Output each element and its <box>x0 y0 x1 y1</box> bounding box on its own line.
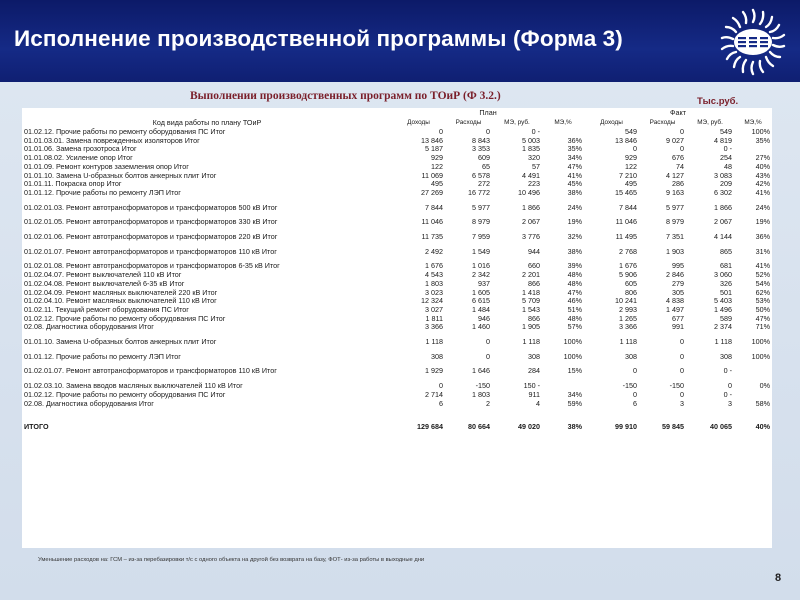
table-row <box>22 391 772 400</box>
plan-expense-cell: 3 353 <box>472 145 490 154</box>
plan-margin-pct-cell: 100% <box>563 352 583 361</box>
plan-income-cell: 7 844 <box>425 203 443 212</box>
plan-margin-cell: 911 <box>528 390 540 399</box>
fact-margin-cell: 3 083 <box>714 171 733 180</box>
plan-margin-cell: 10 496 <box>518 188 540 197</box>
table-row <box>22 172 772 181</box>
fact-expense-cell: 0 <box>680 338 685 347</box>
plan-expense-cell: 609 <box>478 154 490 163</box>
fact-income-cell: 2 993 <box>619 305 638 314</box>
plan-income-cell: 1 118 <box>425 338 443 347</box>
fact-margin-pct-cell: 47% <box>755 314 771 323</box>
plan-margin-pct-cell: 47% <box>567 288 583 297</box>
plan-margin-pct-cell: 34% <box>567 154 583 163</box>
plan-margin-pct-cell: 51% <box>567 305 583 314</box>
fact-income-cell: 549 <box>625 128 638 136</box>
fact-margin-cell: 865 <box>720 247 733 256</box>
plan-margin-pct-cell: 19% <box>567 218 583 227</box>
fact-expense-cell: 3 <box>680 399 685 408</box>
plan-expense-cell: 7 959 <box>472 233 490 242</box>
work-type-cell: 01.02.01.03. Ремонт автотрансформаторов и трансформаторов 500 кВ Итог <box>24 203 278 212</box>
company-logo-icon <box>716 6 790 78</box>
fact-margin-cell: 5 403 <box>714 297 733 306</box>
work-type-cell: 01.01.11. Покраска опор Итог <box>24 180 122 189</box>
plan-margin-pct-cell: 35% <box>567 145 583 154</box>
production-program-table <box>22 108 772 434</box>
table-row <box>22 315 772 324</box>
fact-margin-pct-cell: 58% <box>755 399 771 408</box>
fact-income-cell: 3 366 <box>619 323 638 332</box>
fact-margin-cell: 1 496 <box>714 305 733 314</box>
work-type-cell: 01.02.01.05. Ремонт автотрансформаторов и трансформаторов 330 кВ Итог <box>24 218 278 227</box>
plan-income-cell: 11 735 <box>421 233 443 242</box>
fact-margin-pct-cell: 100% <box>751 128 771 136</box>
plan-margin-cell: 1 866 <box>522 203 540 212</box>
fact-margin-cell: 0 <box>728 382 733 391</box>
work-type-cell: 01.01.08.02. Усиление опор Итог <box>24 154 133 163</box>
plan-margin-pct-cell: 45% <box>567 180 583 189</box>
fact-margin-pct-cell: 53% <box>755 297 771 306</box>
total-plan-income: 129 684 <box>417 422 443 432</box>
fact-expense-cell: 4 838 <box>666 297 685 306</box>
plan-income-cell: 1 929 <box>425 367 443 376</box>
plan-expense-cell: 937 <box>478 279 490 288</box>
fact-margin-pct-cell: 35% <box>755 136 771 145</box>
fact-margin-pct-cell <box>734 367 772 376</box>
table-row <box>22 297 772 306</box>
fact-margin-cell: 4 819 <box>714 136 733 145</box>
plan-income-cell: 1 811 <box>425 314 443 323</box>
fact-income-cell: 10 241 <box>615 297 638 306</box>
table-row <box>22 306 772 315</box>
fact-margin-cell: 0 - <box>723 390 733 399</box>
fact-expense-cell: 1 497 <box>666 305 685 314</box>
total-plan-margin: 49 020 <box>518 422 540 432</box>
fact-margin-cell: 209 <box>720 180 733 189</box>
plan-margin-pct-cell: 38% <box>567 188 583 197</box>
fact-expense-cell: 4 127 <box>666 171 685 180</box>
plan-expense-cell: 0 <box>486 352 490 361</box>
slide-title: Исполнение производственной программы (Форма 3) <box>14 26 623 51</box>
fact-margin-pct-cell: 0% <box>759 382 771 391</box>
work-type-cell: 01.02.12. Прочие работы по ремонту оборудования ПС Итог <box>24 314 226 323</box>
plan-margin-pct-cell: 48% <box>567 271 583 280</box>
plan-margin-pct-header: МЭ,% <box>554 119 572 126</box>
plan-margin-cell: 1 835 <box>522 145 540 154</box>
fact-margin-cell: 3 060 <box>714 271 733 280</box>
fact-margin-cell: 0 - <box>723 367 733 376</box>
plan-income-cell: 2 492 <box>425 247 443 256</box>
fact-margin-pct-cell <box>734 391 772 400</box>
plan-income-cell: 1 803 <box>425 279 443 288</box>
fact-margin-pct-cell <box>734 145 772 154</box>
fact-income-cell: 806 <box>625 288 638 297</box>
fact-margin-pct-cell: 100% <box>751 338 771 347</box>
plan-margin-pct-cell: 24% <box>567 203 583 212</box>
plan-margin-cell: 223 <box>528 180 540 189</box>
fact-income-header: Доходы <box>600 119 623 126</box>
fact-expense-cell: 286 <box>672 180 685 189</box>
fact-margin-cell: 6 302 <box>714 188 733 197</box>
plan-margin-cell: 5 709 <box>522 297 540 306</box>
fact-income-cell: 1 676 <box>619 262 638 271</box>
work-type-cell: 01.02.03.10. Замена вводов масляных выключателей 110 кВ Итог <box>24 382 243 391</box>
plan-income-cell: 308 <box>431 352 443 361</box>
fact-margin-pct-cell: 36% <box>755 233 771 242</box>
fact-income-cell: 5 906 <box>619 271 638 280</box>
work-type-cell: 01.02.12. Прочие работы по ремонту оборудования ПС Итог <box>24 390 226 399</box>
plan-margin-cell: 1 905 <box>522 323 540 332</box>
plan-margin-pct-cell: 41% <box>567 171 583 180</box>
total-fact-income: 99 910 <box>615 422 638 432</box>
fact-margin-pct-cell: 27% <box>755 154 771 163</box>
plan-margin-pct-cell: 46% <box>567 297 583 306</box>
fact-income-cell: 0 <box>633 390 638 399</box>
plan-income-cell: 11 046 <box>421 218 443 227</box>
fact-margin-pct-cell: 54% <box>755 279 771 288</box>
table-row <box>22 137 772 146</box>
fact-expense-cell: 305 <box>672 288 685 297</box>
plan-margin-pct-cell: 59% <box>567 399 583 408</box>
fact-margin-cell: 589 <box>720 314 733 323</box>
fact-income-cell: 929 <box>625 154 638 163</box>
plan-expense-cell: 1 646 <box>472 367 490 376</box>
fact-margin-cell: 0 - <box>723 145 733 154</box>
fact-expense-cell: 5 977 <box>666 203 685 212</box>
total-plan-margin-pct: 38% <box>567 422 583 432</box>
fact-income-cell: 6 <box>633 399 638 408</box>
plan-income-cell: 1 676 <box>425 262 443 271</box>
plan-margin-cell: 3 776 <box>522 233 540 242</box>
fact-expense-cell: 1 903 <box>666 247 685 256</box>
code-column-header: Код вида работы по плану ТОиР <box>152 118 262 127</box>
fact-expense-cell: 9 027 <box>666 136 685 145</box>
fact-expense-cell: 0 <box>680 145 685 154</box>
plan-income-cell: 4 543 <box>425 271 443 280</box>
plan-expense-header: Расходы <box>455 119 482 126</box>
plan-margin-cell: 866 <box>528 279 540 288</box>
fact-income-cell: 2 768 <box>619 247 638 256</box>
plan-margin-pct-cell: 39% <box>567 262 583 271</box>
plan-margin-cell: 57 <box>532 162 540 171</box>
plan-margin-cell: 5 003 <box>522 136 540 145</box>
fact-margin-pct-cell: 52% <box>755 271 771 280</box>
plan-expense-cell: 272 <box>478 180 490 189</box>
plan-margin-cell: 866 <box>528 314 540 323</box>
fact-margin-pct-cell: 41% <box>755 262 771 271</box>
plan-margin-pct-cell: 57% <box>567 323 583 332</box>
plan-margin-cell: 150 - <box>523 382 540 391</box>
plan-income-header: Доходы <box>407 119 430 126</box>
plan-income-cell: 929 <box>431 154 443 163</box>
plan-income-cell: 0 <box>439 128 443 136</box>
plan-margin-pct-cell: 15% <box>567 367 583 376</box>
work-type-cell: 02.08. Диагностика оборудования Итог <box>24 399 154 408</box>
fact-income-cell: 122 <box>625 162 638 171</box>
plan-margin-cell: 320 <box>528 154 540 163</box>
fact-margin-cell: 2 374 <box>714 323 733 332</box>
fact-margin-pct-header: МЭ,% <box>744 119 762 126</box>
fact-expense-cell: 0 <box>680 390 685 399</box>
fact-income-cell: 13 846 <box>615 136 638 145</box>
plan-margin-pct-cell: 47% <box>567 162 583 171</box>
plan-margin-pct-cell <box>542 382 584 391</box>
plan-margin-pct-cell: 100% <box>563 338 583 347</box>
fact-expense-cell: 676 <box>672 154 685 163</box>
plan-expense-cell: 1 605 <box>472 288 490 297</box>
plan-income-cell: 3 023 <box>425 288 443 297</box>
fact-margin-pct-cell: 50% <box>755 305 771 314</box>
plan-margin-cell: 1 543 <box>522 305 540 314</box>
fact-expense-cell: -150 <box>669 382 685 391</box>
plan-margin-cell: 4 <box>536 399 540 408</box>
fact-margin-cell: 4 144 <box>714 233 733 242</box>
total-label: ИТОГО <box>24 422 49 432</box>
work-type-cell: 01.01.06. Замена грозотроса Итог <box>24 145 137 154</box>
plan-expense-cell: 1 484 <box>472 305 490 314</box>
fact-margin-pct-cell: 43% <box>755 171 771 180</box>
header-row-groups <box>22 108 772 118</box>
work-type-cell: 01.01.12. Прочие работы по ремонту ЛЭП Итог <box>24 352 181 361</box>
plan-expense-cell: 65 <box>482 162 490 171</box>
table-row <box>22 262 772 271</box>
plan-margin-cell: 1 118 <box>522 338 540 347</box>
fact-margin-header: МЭ, руб. <box>697 119 723 126</box>
plan-income-cell: 12 324 <box>421 297 443 306</box>
plan-margin-cell: 2 201 <box>522 271 540 280</box>
page-number: 8 <box>775 572 782 584</box>
fact-margin-cell: 501 <box>720 288 733 297</box>
work-type-cell: 01.01.09. Ремонт контуров заземления опор Итог <box>24 162 189 171</box>
fact-income-cell: 495 <box>625 180 638 189</box>
table-row <box>22 353 772 362</box>
work-type-cell: 01.02.04.09. Ремонт масляных выключателей 220 кВ Итог <box>24 288 218 297</box>
work-type-cell: 01.01.12. Прочие работы по ремонту ЛЭП Итог <box>24 188 181 197</box>
table-row <box>22 163 772 172</box>
plan-expense-cell: 2 <box>486 399 490 408</box>
plan-income-cell: 122 <box>431 162 443 171</box>
plan-margin-cell: 0 - <box>531 128 540 136</box>
fact-expense-cell: 0 <box>680 367 685 376</box>
plan-expense-cell: 5 977 <box>472 203 490 212</box>
plan-margin-cell: 2 067 <box>522 218 540 227</box>
fact-income-cell: -150 <box>622 382 638 391</box>
table-row <box>22 204 772 213</box>
fact-income-cell: 308 <box>625 352 638 361</box>
plan-margin-pct-cell: 48% <box>567 314 583 323</box>
fact-expense-header: Расходы <box>649 119 676 126</box>
header-row-columns <box>22 118 772 128</box>
plan-income-cell: 0 <box>439 382 443 391</box>
plan-margin-pct-cell: 38% <box>567 247 583 256</box>
fact-margin-cell: 681 <box>720 262 733 271</box>
fact-margin-pct-cell: 41% <box>755 188 771 197</box>
fact-margin-pct-cell: 100% <box>751 352 771 361</box>
total-fact-margin: 40 065 <box>710 422 733 432</box>
table-row <box>22 382 772 391</box>
plan-margin-cell: 660 <box>528 262 540 271</box>
table-row <box>22 128 772 137</box>
total-plan-expense: 80 664 <box>468 422 490 432</box>
plan-margin-pct-cell: 48% <box>567 279 583 288</box>
plan-expense-cell: 2 342 <box>472 271 490 280</box>
total-row <box>22 420 772 434</box>
fact-expense-cell: 991 <box>672 323 685 332</box>
table-row <box>22 218 772 227</box>
table-subtitle: Выполнении производственных программ по ТОиР (Ф 3.2.) <box>190 90 501 102</box>
table-row <box>22 189 772 198</box>
plan-income-cell: 27 269 <box>421 188 443 197</box>
plan-expense-cell: -150 <box>475 382 490 391</box>
fact-income-cell: 0 <box>633 367 638 376</box>
total-fact-expense: 59 845 <box>662 422 685 432</box>
work-type-cell: 01.02.01.07. Ремонт автотрансформаторов и трансформаторов 110 кВ Итог <box>24 367 277 376</box>
plan-header: План <box>479 108 497 117</box>
plan-expense-cell: 946 <box>478 314 490 323</box>
table-row <box>22 367 772 376</box>
fact-income-cell: 0 <box>633 145 638 154</box>
fact-margin-cell: 254 <box>720 154 733 163</box>
plan-income-cell: 2 714 <box>425 390 443 399</box>
fact-expense-cell: 995 <box>672 262 685 271</box>
plan-expense-cell: 0 <box>486 338 490 347</box>
table-row <box>22 271 772 280</box>
plan-expense-cell: 6 578 <box>472 171 490 180</box>
plan-margin-header: МЭ, руб. <box>504 119 530 126</box>
plan-income-cell: 3 366 <box>425 323 443 332</box>
fact-expense-cell: 279 <box>672 279 685 288</box>
table-body <box>22 128 772 414</box>
work-type-cell: 01.02.01.06. Ремонт автотрансформаторов и трансформаторов 220 кВ Итог <box>24 233 278 242</box>
work-type-cell: 01.02.04.08. Ремонт выключателей 6-35 кВ Итог <box>24 279 185 288</box>
plan-expense-cell: 1 803 <box>472 390 490 399</box>
fact-expense-cell: 9 163 <box>666 188 685 197</box>
total-fact-margin-pct: 40% <box>755 422 771 432</box>
fact-income-cell: 1 118 <box>619 338 638 347</box>
fact-expense-cell: 74 <box>676 162 685 171</box>
fact-margin-cell: 308 <box>720 352 733 361</box>
units-label: Тыс.руб. <box>697 96 739 107</box>
plan-income-cell: 13 846 <box>421 136 443 145</box>
fact-income-cell: 7 210 <box>619 171 638 180</box>
table-row <box>22 154 772 163</box>
slide-header <box>0 0 800 82</box>
work-type-cell: 01.01.03.01. Замена поврежденных изоляторов Итог <box>24 136 200 145</box>
table-row <box>22 145 772 154</box>
plan-income-cell: 5 187 <box>425 145 443 154</box>
fact-expense-cell: 8 979 <box>666 218 685 227</box>
plan-expense-cell: 8 843 <box>472 136 490 145</box>
fact-margin-pct-cell: 40% <box>755 162 771 171</box>
table-row <box>22 289 772 298</box>
fact-income-cell: 605 <box>625 279 638 288</box>
plan-expense-cell: 8 979 <box>472 218 490 227</box>
fact-expense-cell: 2 846 <box>666 271 685 280</box>
fact-income-cell: 1 265 <box>619 314 638 323</box>
plan-expense-cell: 16 772 <box>468 188 490 197</box>
work-type-cell: 01.02.01.08. Ремонт автотрансформаторов и трансформаторов 6-35 кВ Итог <box>24 262 280 271</box>
fact-expense-cell: 677 <box>672 314 685 323</box>
fact-income-cell: 11 046 <box>615 218 638 227</box>
work-type-cell: 02.08. Диагностика оборудования Итог <box>24 323 154 332</box>
work-type-cell: 01.01.10. Замена U-образных болтов анкерных плит Итог <box>24 338 217 347</box>
fact-margin-pct-cell: 42% <box>755 180 771 189</box>
plan-margin-pct-cell <box>542 128 584 137</box>
fact-header: Факт <box>670 108 687 117</box>
plan-margin-cell: 944 <box>528 247 540 256</box>
work-type-cell: 01.02.11. Текущий ремонт оборудования ПС Итог <box>24 305 189 314</box>
fact-margin-pct-cell: 24% <box>755 203 771 212</box>
plan-margin-pct-cell: 36% <box>567 136 583 145</box>
fact-margin-cell: 1 866 <box>714 203 733 212</box>
fact-margin-cell: 2 067 <box>714 218 733 227</box>
fact-margin-pct-cell: 71% <box>755 323 771 332</box>
fact-expense-cell: 0 <box>680 128 685 136</box>
footnote: Уменьшение расходов на: ГСМ – из-за перебазировки т/с с одного объекта на другой без возврата на базу, ФОТ- из-за работы в выходные дни <box>38 557 425 563</box>
plan-margin-pct-cell: 34% <box>567 390 583 399</box>
plan-margin-cell: 4 491 <box>522 171 540 180</box>
fact-margin-pct-cell: 62% <box>755 288 771 297</box>
table-row <box>22 280 772 289</box>
fact-margin-cell: 326 <box>720 279 733 288</box>
plan-margin-cell: 308 <box>528 352 540 361</box>
fact-income-cell: 11 495 <box>615 233 638 242</box>
fact-expense-cell: 0 <box>680 352 685 361</box>
work-type-cell: 01.02.04.10. Ремонт масляных выключателей 110 кВ Итог <box>24 297 217 306</box>
fact-income-cell: 7 844 <box>619 203 638 212</box>
header-empty <box>22 108 392 118</box>
plan-income-cell: 11 069 <box>421 171 443 180</box>
fact-margin-cell: 549 <box>720 128 733 136</box>
table-row <box>22 180 772 189</box>
fact-margin-pct-cell: 31% <box>755 247 771 256</box>
fact-expense-cell: 7 351 <box>666 233 685 242</box>
plan-income-cell: 6 <box>439 399 443 408</box>
work-type-cell: 01.02.12. Прочие работы по ремонту оборудования ПС Итог <box>24 128 226 136</box>
table-row <box>22 323 772 332</box>
fact-margin-pct-cell: 19% <box>755 218 771 227</box>
plan-margin-pct-cell: 32% <box>567 233 583 242</box>
plan-expense-cell: 0 <box>486 128 490 136</box>
fact-margin-cell: 3 <box>728 399 733 408</box>
fact-margin-cell: 1 118 <box>714 338 733 347</box>
table-row <box>22 400 772 409</box>
plan-margin-cell: 284 <box>528 367 540 376</box>
table-row <box>22 248 772 257</box>
plan-income-cell: 3 027 <box>425 305 443 314</box>
work-type-cell: 01.02.04.07. Ремонт выключателей 110 кВ Итог <box>24 271 182 280</box>
plan-expense-cell: 1 016 <box>472 262 490 271</box>
table-row <box>22 233 772 242</box>
plan-expense-cell: 6 615 <box>472 297 490 306</box>
plan-expense-cell: 1 549 <box>472 247 490 256</box>
work-type-cell: 01.02.01.07. Ремонт автотрансформаторов и трансформаторов 110 кВ Итог <box>24 247 277 256</box>
plan-margin-cell: 1 418 <box>522 288 540 297</box>
fact-income-cell: 15 465 <box>615 188 638 197</box>
table-row <box>22 338 772 347</box>
fact-margin-cell: 48 <box>724 162 733 171</box>
work-type-cell: 01.01.10. Замена U-образных болтов анкерных плит Итог <box>24 171 217 180</box>
plan-income-cell: 495 <box>431 180 443 189</box>
plan-expense-cell: 1 460 <box>472 323 490 332</box>
